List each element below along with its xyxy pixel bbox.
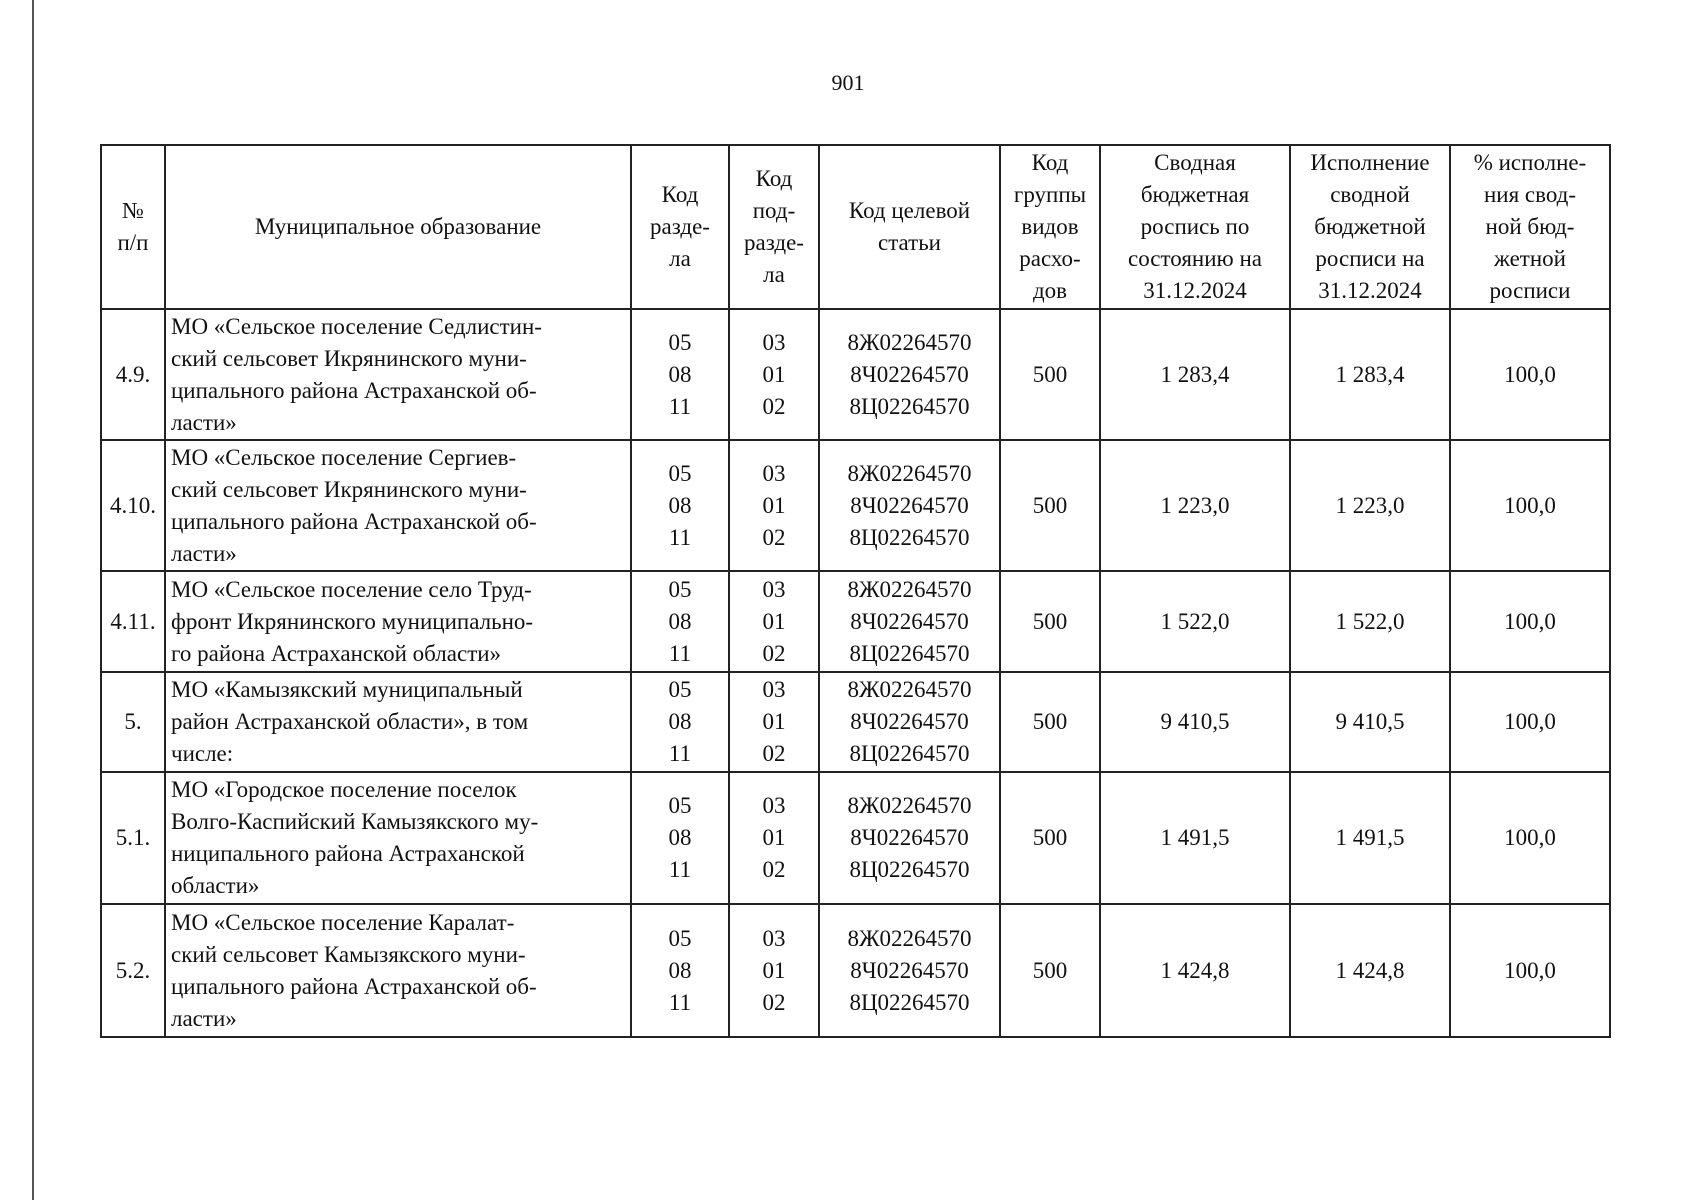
header-subsection-line: под-	[752, 198, 796, 223]
header-execution-line: 31.12.2024	[1318, 278, 1422, 303]
header-execution-line: Исполнение	[1310, 150, 1430, 175]
cell-section-line: 08	[668, 957, 692, 983]
cell-municipality-line: Волго-Каспийский Камызякского му-	[171, 809, 539, 834]
header-group-line: группы	[1013, 182, 1087, 207]
header-percent	[1450, 145, 1610, 309]
cell-section-line: 05	[668, 793, 692, 818]
header-execution-line: росписи на	[1315, 246, 1425, 271]
cell-municipality-line: числе:	[171, 741, 234, 766]
cell-budget: 1 522,0	[1100, 571, 1290, 672]
cell-subsection-line: 02	[762, 524, 786, 550]
cell-section-line: 08	[668, 492, 692, 518]
cell-target-line: 8Ж02264570	[847, 329, 972, 355]
cell-execution: 1 223,0	[1290, 440, 1450, 571]
cell-section-line: 11	[668, 640, 692, 666]
cell-subsection-line: 03	[762, 677, 786, 702]
header-group-line: расхо-	[1019, 246, 1081, 271]
table-body	[101, 309, 1610, 1037]
cell-budget: 1 283,4	[1100, 309, 1290, 440]
table-header-row	[101, 145, 1610, 309]
table-row	[101, 571, 1610, 672]
cell-section-line: 08	[668, 608, 692, 634]
header-num-line: п/п	[117, 230, 149, 255]
cell-target-line: 8Ж02264570	[847, 925, 972, 951]
cell-subsection-line: 01	[762, 957, 786, 983]
table-row	[101, 904, 1610, 1037]
header-subsection	[729, 145, 819, 309]
cell-target-line: 8Ч02264570	[850, 709, 969, 734]
cell-municipality-line: МО «Камызякский муниципальный	[171, 677, 523, 702]
cell-municipality-line: ский сельсовет Икрянинского муни-	[171, 345, 527, 371]
header-group-line: Код	[1031, 150, 1069, 175]
cell-municipality	[165, 571, 631, 672]
cell-target	[819, 772, 1000, 904]
cell-municipality-line: МО «Сельское поселение Седлистин-	[171, 313, 542, 339]
header-section-line: разде-	[650, 214, 710, 239]
cell-section-line: 05	[668, 576, 692, 602]
cell-section-line: 05	[668, 329, 692, 355]
header-budget-line: состоянию на	[1128, 246, 1262, 271]
cell-target-line: 8Ц02264570	[849, 857, 970, 882]
cell-percent: 100,0	[1450, 571, 1610, 672]
cell-municipality-line: МО «Сельское поселение село Труд-	[171, 576, 532, 602]
cell-subsection-line: 01	[762, 492, 786, 518]
table-row	[101, 440, 1610, 571]
cell-percent: 100,0	[1450, 772, 1610, 904]
cell-target-line: 8Ц02264570	[849, 640, 970, 666]
header-subsection-line: ла	[763, 262, 785, 287]
cell-municipality-line: фронт Икрянинского муниципально-	[171, 608, 534, 634]
cell-municipality-line: ласти»	[171, 409, 237, 435]
cell-target	[819, 571, 1000, 672]
cell-percent: 100,0	[1450, 904, 1610, 1037]
cell-num: 5.1.	[101, 772, 165, 904]
cell-subsection	[729, 440, 819, 571]
cell-target	[819, 309, 1000, 440]
cell-execution: 1 491,5	[1290, 772, 1450, 904]
cell-subsection	[729, 571, 819, 672]
cell-section-line: 05	[668, 925, 692, 951]
cell-municipality-line: МО «Сельское поселение Каралат-	[171, 909, 515, 935]
cell-num: 5.	[101, 672, 165, 772]
cell-subsection-line: 02	[762, 640, 786, 666]
cell-municipality-line: ципального района Астраханской об-	[171, 377, 537, 403]
header-execution	[1290, 145, 1450, 309]
cell-municipality	[165, 440, 631, 571]
cell-subsection-line: 02	[762, 857, 786, 882]
cell-group: 500	[1000, 309, 1100, 440]
cell-percent: 100,0	[1450, 309, 1610, 440]
cell-section-line: 05	[668, 460, 692, 486]
cell-target-line: 8Ч02264570	[850, 492, 969, 518]
cell-section-line: 11	[668, 857, 692, 882]
cell-section-line: 11	[668, 989, 692, 1015]
header-percent-line: ной бюд-	[1485, 214, 1575, 239]
cell-municipality-line: ский сельсовет Камызякского муни-	[171, 941, 526, 967]
cell-subsection-line: 01	[762, 361, 786, 387]
cell-num: 4.11.	[101, 571, 165, 672]
header-target-line: Код целевой	[848, 198, 971, 223]
cell-subsection-line: 02	[762, 989, 786, 1015]
cell-subsection-line: 03	[762, 793, 786, 818]
cell-group: 500	[1000, 672, 1100, 772]
cell-execution: 1 424,8	[1290, 904, 1450, 1037]
header-percent-line: ния свод-	[1483, 182, 1577, 207]
cell-group: 500	[1000, 904, 1100, 1037]
page-number: 901	[831, 70, 865, 95]
cell-municipality-line: ниципального района Астраханской	[171, 841, 525, 866]
table-row	[101, 309, 1610, 440]
header-group-line: дов	[1032, 278, 1068, 303]
cell-subsection-line: 03	[762, 925, 786, 951]
cell-percent: 100,0	[1450, 672, 1610, 772]
cell-municipality-line: ципального района Астраханской об-	[171, 973, 537, 999]
cell-budget: 1 424,8	[1100, 904, 1290, 1037]
cell-section	[631, 309, 729, 440]
header-subsection-line: Код	[755, 166, 793, 191]
cell-percent: 100,0	[1450, 440, 1610, 571]
header-section-line: ла	[669, 246, 691, 271]
cell-target-line: 8Ж02264570	[847, 460, 972, 486]
cell-section	[631, 772, 729, 904]
cell-group: 500	[1000, 772, 1100, 904]
cell-subsection	[729, 772, 819, 904]
cell-municipality-line: области»	[171, 873, 260, 898]
header-target	[819, 145, 1000, 309]
cell-target-line: 8Ч02264570	[850, 608, 969, 634]
cell-target-line: 8Ц02264570	[849, 741, 970, 766]
cell-section	[631, 440, 729, 571]
header-budget-line: 31.12.2024	[1143, 278, 1247, 303]
cell-target-line: 8Ц02264570	[849, 524, 970, 550]
header-percent-line: % исполне-	[1473, 150, 1587, 175]
left-margin-line	[32, 0, 34, 1200]
cell-target-line: 8Ж02264570	[847, 793, 972, 818]
header-section-line: Код	[661, 182, 699, 207]
cell-municipality	[165, 672, 631, 772]
cell-subsection	[729, 904, 819, 1037]
cell-section-line: 11	[668, 524, 692, 550]
header-subsection-line: разде-	[744, 230, 804, 255]
cell-budget: 1 223,0	[1100, 440, 1290, 571]
cell-section-line: 08	[668, 825, 692, 850]
cell-target	[819, 440, 1000, 571]
table-row	[101, 772, 1610, 904]
cell-budget: 9 410,5	[1100, 672, 1290, 772]
cell-target-line: 8Ц02264570	[849, 393, 970, 419]
cell-municipality-line: го района Астраханской области»	[171, 640, 502, 666]
cell-execution: 1 522,0	[1290, 571, 1450, 672]
cell-target	[819, 672, 1000, 772]
cell-group: 500	[1000, 571, 1100, 672]
cell-subsection-line: 03	[762, 460, 786, 486]
header-execution-line: бюджетной	[1314, 214, 1426, 239]
cell-target-line: 8Ж02264570	[847, 576, 972, 602]
cell-target-line: 8Ч02264570	[850, 957, 969, 983]
cell-municipality	[165, 772, 631, 904]
table-row	[101, 672, 1610, 772]
cell-subsection-line: 01	[762, 709, 786, 734]
cell-num: 4.10.	[101, 440, 165, 571]
cell-subsection-line: 03	[762, 329, 786, 355]
cell-budget: 1 491,5	[1100, 772, 1290, 904]
cell-section-line: 11	[668, 741, 692, 766]
cell-target	[819, 904, 1000, 1037]
cell-subsection-line: 02	[762, 741, 786, 766]
header-execution-line: сводной	[1330, 182, 1410, 207]
cell-target-line: 8Ц02264570	[849, 989, 970, 1015]
cell-municipality-line: МО «Сельское поселение Сергиев-	[171, 444, 517, 470]
cell-target-line: 8Ч02264570	[850, 825, 969, 850]
cell-subsection-line: 01	[762, 608, 786, 634]
header-target-line: статьи	[877, 230, 941, 255]
cell-municipality	[165, 904, 631, 1037]
cell-section-line: 08	[668, 361, 692, 387]
header-group	[1000, 145, 1100, 309]
header-municipality: Муниципальное образование	[165, 145, 631, 309]
cell-section-line: 11	[668, 393, 692, 419]
cell-subsection	[729, 309, 819, 440]
cell-municipality	[165, 309, 631, 440]
cell-municipality-line: ласти»	[171, 1005, 237, 1031]
header-num-line: №	[122, 198, 144, 223]
cell-subsection-line: 01	[762, 825, 786, 850]
header-group-line: видов	[1021, 214, 1079, 239]
cell-num: 4.9.	[101, 309, 165, 440]
cell-group: 500	[1000, 440, 1100, 571]
header-num	[101, 145, 165, 309]
cell-num: 5.2.	[101, 904, 165, 1037]
header-section	[631, 145, 729, 309]
cell-subsection	[729, 672, 819, 772]
cell-section-line: 08	[668, 709, 692, 734]
header-percent-line: росписи	[1489, 278, 1571, 303]
cell-section	[631, 904, 729, 1037]
header-budget-line: роспись по	[1140, 214, 1250, 239]
header-budget	[1100, 145, 1290, 309]
cell-section-line: 05	[668, 677, 692, 702]
cell-municipality-line: ский сельсовет Икрянинского муни-	[171, 476, 527, 502]
cell-municipality-line: ласти»	[171, 540, 237, 566]
cell-subsection-line: 03	[762, 576, 786, 602]
cell-section	[631, 571, 729, 672]
header-budget-line: Сводная	[1154, 150, 1236, 175]
cell-subsection-line: 02	[762, 393, 786, 419]
header-budget-line: бюджетная	[1140, 182, 1250, 207]
cell-municipality-line: ципального района Астраханской об-	[171, 508, 537, 534]
header-percent-line: жетной	[1494, 246, 1566, 271]
budget-table	[100, 144, 1611, 1038]
cell-municipality-line: МО «Городское поселение поселок	[171, 777, 517, 802]
cell-execution: 9 410,5	[1290, 672, 1450, 772]
cell-municipality-line: район Астраханской области», в том	[171, 709, 529, 734]
cell-target-line: 8Ч02264570	[850, 361, 969, 387]
cell-target-line: 8Ж02264570	[847, 677, 972, 702]
cell-execution: 1 283,4	[1290, 309, 1450, 440]
cell-section	[631, 672, 729, 772]
